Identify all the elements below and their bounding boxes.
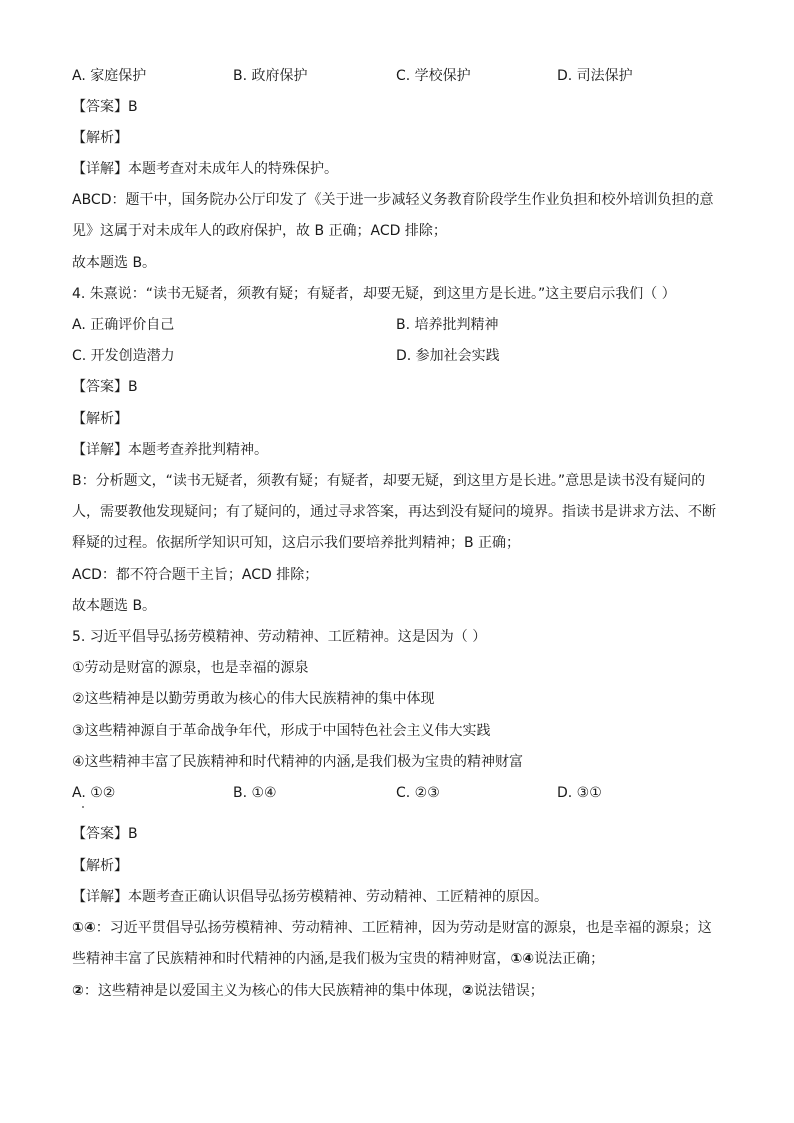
q3-analysis-heading: 【解析】 [72,130,128,146]
q5-exp3-post: 说法错误； [473,983,544,999]
q4-explanation-line-3: 释疑的过程。依据所学知识可知，这启示我们要培养批判精神；B 正确； [72,535,521,551]
q4-option-d: D. 参加社会实践 [396,348,500,364]
q5-option-b: B. ①④ [233,785,277,801]
q5-statement-3: ③这些精神源自于革命战争年代，形成于中国特色社会主义伟大实践 [72,723,491,739]
q3-detail: 【详解】本题考查对未成年人的特殊保护。 [72,161,338,177]
q4-explanation-line-1: B：分析题文，“读书无疑者，须教有疑；有疑者，却要无疑，到这里方是长进。”意思是读书没有疑问的 [72,473,706,489]
q5-exp3-mark-2: ② [461,983,474,999]
q5-exp1-text: ：习近平贯倡导弘扬劳模精神、劳动精神、工匠精神，因为劳动是财富的源泉，也是幸福的源泉；这 [95,920,712,936]
q5-exp2-text: 些精神丰富了民族精神和时代精神的内涵,是我们极为宝贵的精神财富， [72,951,511,967]
q4-explanation-line-2: 人，需要教他发现疑问；有了疑问的，通过寻求答案，再达到没有疑问的境界。指读书是讲求方法、不断 [72,504,716,520]
q3-answer: 【答案】B [72,99,138,115]
q4-conclusion: 故本题选 B。 [72,598,157,614]
q5-statement-2: ②这些精神是以勤劳勇敢为核心的伟大民族精神的集中体现 [72,691,435,707]
q3-option-d: D. 司法保护 [557,68,633,84]
q3-explanation-line-1: ABCD：题干中，国务院办公厅印发了《关于进一步减轻义务教育阶段学生作业负担和校外培训负担的意 [72,192,714,208]
q5-explanation-line-2 [72,949,604,969]
q5-option-d: D. ③① [557,785,602,801]
q4-explanation-line-4: ACD：都不符合题干主旨；ACD 排除； [72,567,319,583]
q3-conclusion: 故本题选 B。 [72,255,157,271]
q4-stem: 4. 朱熹说：“读书无疑者，须教有疑；有疑者，却要无疑，到这里方是长进。”这主要启示我们（ ） [72,286,676,302]
q5-explanation-line-1 [72,918,712,938]
q5-exp1-mark: ①④ [72,920,96,936]
q5-exp2-mark: ①④ [510,951,535,967]
q5-option-a: A. ①② [72,785,116,801]
q5-statement-1: ①劳动是财富的源泉，也是幸福的源泉 [72,660,309,676]
q5-stem: 5. 习近平倡导弘扬劳模精神、劳动精神、工匠精神。这是因为（ ） [72,629,487,645]
q4-option-b: B. 培养批判精神 [396,317,499,333]
q3-explanation-line-2: 见》这属于对未成年人的政府保护，故 B 正确；ACD 排除； [72,223,447,239]
q4-detail: 【详解】本题考查养批判精神。 [72,442,268,458]
q5-analysis-heading: 【解析】 [72,858,128,874]
q5-exp3-mark: ② [72,983,84,999]
q4-answer: 【答案】B [72,379,138,395]
q5-option-c: C. ②③ [396,785,440,801]
q4-option-a: A. 正确评价自己 [72,317,175,333]
q5-statement-4: ④这些精神丰富了民族精神和时代精神的内涵,是我们极为宝贵的精神财富 [72,754,523,770]
q5-exp3-text: ：这些精神是以爱国主义为核心的伟大民族精神的集中体现， [83,983,462,999]
q3-option-c: C. 学校保护 [396,68,471,84]
q4-option-c: C. 开发创造潜力 [72,348,175,364]
q5-exp2-post: 说法正确； [534,951,605,967]
stray-mark [82,806,84,808]
q3-option-a: A. 家庭保护 [72,68,147,84]
q3-option-b: B. 政府保护 [233,68,308,84]
q4-analysis-heading: 【解析】 [72,411,128,427]
q5-detail: 【详解】本题考查正确认识倡导弘扬劳模精神、劳动精神、工匠精神的原因。 [72,889,548,905]
q5-explanation-line-3 [72,981,544,1001]
q5-answer: 【答案】B [72,826,138,842]
